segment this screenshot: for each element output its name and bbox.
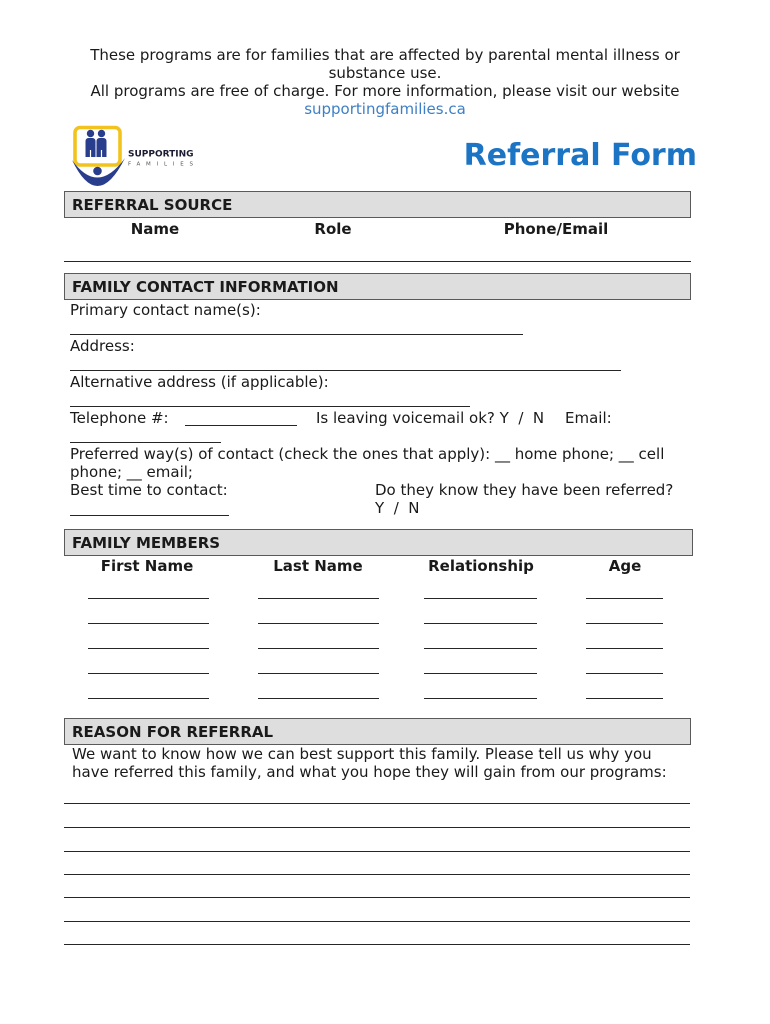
address-blank-line	[70, 370, 621, 371]
age-blank	[586, 673, 663, 674]
family-member-row	[0, 623, 770, 624]
reason-blank-line	[64, 827, 690, 828]
last-name-blank	[258, 673, 379, 674]
section-heading: REASON FOR REFERRAL	[72, 722, 274, 741]
child-head	[93, 167, 102, 176]
age-blank	[586, 648, 663, 649]
intro-website-line	[0, 100, 770, 118]
referral-source-heading-bar	[64, 191, 691, 218]
relationship-blank	[424, 698, 537, 699]
intro-line-2: substance use.	[328, 64, 442, 82]
reason-prompt-line-2: have referred this family, and what you hope they will gain from our programs:	[72, 763, 667, 781]
primary-contact-blank-line	[70, 334, 523, 335]
reason-blank-line	[64, 851, 690, 852]
first-name-blank	[88, 623, 209, 624]
reason-prompt-line-1: We want to know how we can best support this family. Please tell us why you	[72, 745, 652, 763]
parent-head-left	[87, 130, 94, 137]
column-heading-last-name: Last Name	[273, 557, 363, 575]
logo-wordmark-families: FAMILIES	[128, 161, 193, 168]
relationship-blank	[424, 623, 537, 624]
preferred-contact-text-line-1: Preferred way(s) of contact (check the ones that apply): __ home phone; __ cell	[70, 445, 665, 463]
voicemail-question: Is leaving voicemail ok? Y / N	[316, 409, 545, 427]
relationship-blank	[424, 673, 537, 674]
intro-line-1: These programs are for families that are affected by parental mental illness or	[90, 46, 680, 64]
relationship-blank	[424, 648, 537, 649]
column-heading-role: Role	[314, 220, 352, 238]
first-name-blank	[88, 673, 209, 674]
last-name-blank	[258, 598, 379, 599]
reason-for-referral-heading-bar	[64, 718, 691, 745]
column-heading-name: Name	[130, 220, 180, 238]
first-name-blank	[88, 598, 209, 599]
referral-source-blank-line	[64, 261, 691, 262]
family-member-row	[0, 698, 770, 699]
reason-blank-line	[64, 803, 690, 804]
age-blank	[586, 698, 663, 699]
telephone-blank-line	[185, 425, 297, 426]
family-members-heading-bar	[64, 529, 693, 556]
family-member-row	[0, 673, 770, 674]
supporting-families-logo	[70, 123, 200, 189]
website-link[interactable]: supportingfamilies.ca	[304, 100, 466, 118]
parent-head-right	[98, 130, 105, 137]
relationship-blank	[424, 598, 537, 599]
logo-wordmark-supporting: SUPPORTING	[128, 149, 194, 160]
alternative-address-label: Alternative address (if applicable):	[70, 373, 329, 391]
last-name-blank	[258, 648, 379, 649]
last-name-blank	[258, 623, 379, 624]
reason-blank-line	[64, 897, 690, 898]
reason-blank-line	[64, 921, 690, 922]
column-heading-first-name: First Name	[100, 557, 194, 575]
section-heading: REFERRAL SOURCE	[72, 195, 233, 214]
referred-yes-no-options: Y / N	[375, 499, 420, 517]
preferred-contact-text-line-2: phone; __ email;	[70, 463, 193, 481]
telephone-label: Telephone #:	[70, 409, 169, 427]
reason-blank-line	[64, 944, 690, 945]
email-label: Email:	[565, 409, 612, 427]
age-blank	[586, 598, 663, 599]
family-member-row	[0, 648, 770, 649]
email-blank-line	[70, 442, 221, 443]
first-name-blank	[88, 648, 209, 649]
section-heading: FAMILY CONTACT INFORMATION	[72, 277, 339, 296]
address-label: Address:	[70, 337, 135, 355]
form-title: Referral Form	[463, 138, 697, 173]
column-heading-relationship: Relationship	[428, 557, 534, 575]
age-blank	[586, 623, 663, 624]
intro-line-3: All programs are free of charge. For more information, please visit our website	[90, 82, 680, 100]
column-heading-phone-email: Phone/Email	[503, 220, 609, 238]
primary-contact-label: Primary contact name(s):	[70, 301, 261, 319]
alternative-address-blank-line	[70, 406, 470, 407]
family-contact-heading-bar	[64, 273, 691, 300]
family-member-row	[0, 598, 770, 599]
referred-question: Do they know they have been referred?	[375, 481, 674, 499]
column-heading-age: Age	[608, 557, 642, 575]
first-name-blank	[88, 698, 209, 699]
last-name-blank	[258, 698, 379, 699]
best-time-blank-line	[70, 515, 229, 516]
reason-blank-line	[64, 874, 690, 875]
section-heading: FAMILY MEMBERS	[72, 533, 221, 552]
best-time-label: Best time to contact:	[70, 481, 228, 499]
